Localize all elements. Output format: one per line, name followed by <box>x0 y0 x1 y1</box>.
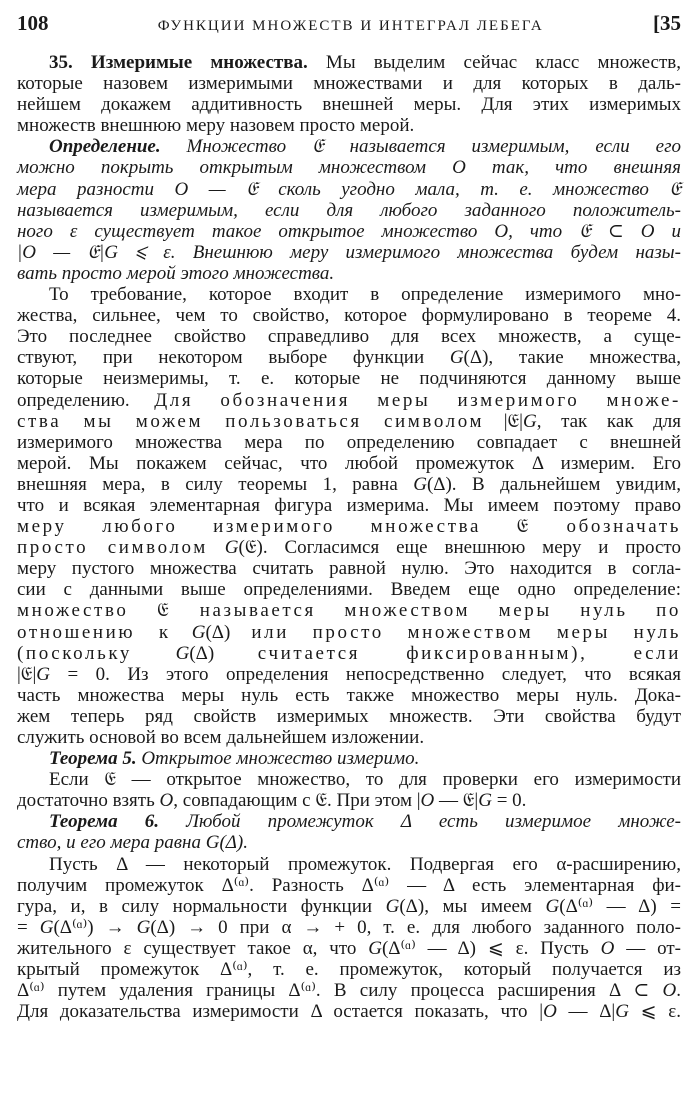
text-run: Δ⁽ᵅ⁾ путем удаления границы Δ⁽ᵅ⁾. В силу процесса расширения Δ ⊂ <box>17 980 663 1002</box>
text-run: G <box>224 537 239 559</box>
text-line <box>17 917 681 938</box>
running-title: ФУНКЦИИ МНОЖЕСТВ И ИНТЕГРАЛ ЛЕБЕГА <box>157 18 544 34</box>
text-line <box>17 368 681 389</box>
text-run: гура, и, в силу нормальности функции <box>17 895 386 917</box>
text-line <box>17 179 681 200</box>
text-run: O <box>600 937 615 959</box>
text-run <box>171 622 192 643</box>
text-run: ство, и его мера равна G(Δ). <box>17 832 249 854</box>
text-run: Пусть Δ — некоторый промежуток. Подвергая его α-расширению, <box>49 853 681 875</box>
text-run: меру любого измеримого множества 𝔈 обозначать <box>17 516 681 538</box>
text-run: называется измеримым, если для любого заданного положитель- <box>17 199 681 221</box>
text-run: O <box>159 790 174 812</box>
text-run: мерой. Мы покажем сейчас, что любой промежуток Δ измерим. Его <box>17 452 681 474</box>
text-run: достаточно взять <box>17 790 160 812</box>
text-line <box>17 326 681 347</box>
text-line <box>17 769 681 790</box>
text-run: G ⩽ ε. Внешнюю меру измеримого множества будем назы- <box>104 241 681 263</box>
text-run: (Δ) <box>205 621 252 643</box>
text-run: Для обозначения меры измеримого множе- <box>154 389 681 411</box>
text-line <box>17 664 681 685</box>
text-run: — от- <box>614 937 681 959</box>
text-run: ного ε существует такое открытое множество O, что 𝔈 ⊂ O и <box>17 220 681 242</box>
text-run: (Δ), мы имеем <box>399 895 546 917</box>
text-run: (Δ⁽ᵅ⁾) → <box>53 916 137 938</box>
text-line <box>17 200 681 221</box>
text-line <box>17 896 681 917</box>
text-line <box>17 600 681 621</box>
text-run: нейшем докажем аддитивность внешней меры. Для этих измеримых <box>17 94 681 116</box>
text-line <box>17 52 681 73</box>
text-run: = <box>17 916 40 938</box>
text-run: G <box>545 895 560 917</box>
text-run: (Δ) <box>189 642 258 664</box>
text-run: — Δ| <box>556 1001 616 1023</box>
text-line <box>17 157 681 178</box>
body-text <box>17 52 681 1022</box>
text-run: O <box>662 980 677 1002</box>
text-run: (поскольку <box>17 642 133 664</box>
text-run: просто символом <box>17 537 208 559</box>
text-run: ства мы можем пользоваться символом <box>17 410 485 432</box>
text-run: |O — 𝔈| <box>17 241 105 263</box>
text-run: можно покрыть открытым множеством O так, что внешняя <box>17 157 681 179</box>
text-run: определению. <box>17 389 155 411</box>
text-run: G <box>39 916 54 938</box>
text-line <box>17 263 681 284</box>
text-run: (𝔈). Согласимся еще внешнюю меру и просто <box>238 537 681 559</box>
text-run: или просто множеством меры нуль <box>251 621 681 643</box>
text-run: G <box>368 937 382 959</box>
text-run: G <box>615 1001 629 1023</box>
text-line <box>17 558 681 579</box>
text-line <box>17 474 681 495</box>
text-run: которые назовем измеримыми множествами и для которых в даль- <box>17 73 681 95</box>
text-line <box>17 284 681 305</box>
page-header <box>17 8 681 38</box>
text-run: Определение. <box>49 136 161 158</box>
text-run: То требование, которое входит в определение измеримого мно- <box>49 284 681 306</box>
text-run: Если 𝔈 — открытое множество, то для проверки его измеримости <box>49 769 681 791</box>
text-line <box>17 748 681 769</box>
text-run: жем теперь ряд свойств измеримых множеств. Эти свойства будут <box>17 705 681 727</box>
text-line <box>17 727 681 748</box>
text-line <box>17 495 681 516</box>
text-line <box>17 94 681 115</box>
text-run: Открытое множество измеримо. <box>136 748 420 770</box>
text-run <box>132 643 176 664</box>
text-line <box>17 579 681 600</box>
text-line <box>17 516 681 537</box>
section-ref: [35 <box>652 11 681 35</box>
text-line <box>17 685 681 706</box>
text-line <box>17 305 681 326</box>
text-run: , совпадающим с 𝔈. При этом | <box>173 790 421 812</box>
text-run: O <box>543 1001 557 1023</box>
text-line <box>17 411 681 432</box>
text-run: (Δ). В дальнейшем увидим, <box>426 473 682 495</box>
text-run: Для доказательства измеримости Δ остается показать, что | <box>17 1001 544 1023</box>
text-run: G <box>478 790 492 812</box>
text-run: G <box>136 916 151 938</box>
text-run: которые неизмеримы, т. е. которые не подчиняются данному выше <box>17 368 681 390</box>
text-run: Это последнее свойство справедливо для всех множеств, а суще- <box>17 326 681 348</box>
text-run: = 0. <box>491 790 527 812</box>
text-line <box>17 811 681 832</box>
text-run: множеств внешнюю меру назовем просто мерой. <box>17 115 415 137</box>
text-run: |𝔈| <box>484 410 523 432</box>
text-line <box>17 832 681 853</box>
page-number: 108 <box>17 11 49 35</box>
text-run: жества, сильнее, чем то свойство, которое формулировано в теореме 4. <box>17 305 681 327</box>
text-line <box>17 706 681 727</box>
text-run: множество 𝔈 называется множеством меры нуль по <box>17 600 681 622</box>
text-line <box>17 242 681 263</box>
text-run: внешняя мера, в силу теоремы 1, равна <box>17 473 414 495</box>
text-run: вать просто мерой этого множества. <box>17 262 335 284</box>
text-line <box>17 622 681 643</box>
text-run: что и всякая элементарная фигура измерима. Мы имеем поэтому право <box>17 494 681 516</box>
text-run: 35. Измеримые множества. <box>49 52 308 73</box>
text-line <box>17 115 681 136</box>
text-line <box>17 854 681 875</box>
text-line <box>17 432 681 453</box>
text-line <box>17 390 681 411</box>
text-run: G <box>385 895 400 917</box>
text-run: Множество 𝔈 называется измеримым, если его <box>160 136 681 158</box>
text-run: Теорема 6. <box>49 811 159 833</box>
text-run: G <box>36 663 50 685</box>
text-run: G <box>449 347 464 369</box>
text-line <box>17 875 681 896</box>
text-run: (Δ⁽ᵅ⁾ — Δ) ⩽ ε. Пусть <box>381 937 601 959</box>
text-run: Теорема 5. <box>49 748 137 770</box>
text-run: ствуют, при некотором выборе функции <box>17 347 450 369</box>
text-run: (Δ), такие множества, <box>463 347 681 369</box>
text-run: меру пустого множества считать равной нулю. Это находится в согла- <box>17 558 681 580</box>
text-line <box>17 938 681 959</box>
text-run: ⩽ ε. <box>628 1001 681 1023</box>
book-page <box>17 8 681 1022</box>
text-run: — 𝔈| <box>434 790 479 812</box>
text-run: сии с данными выше определениями. Введем еще одно определение: <box>17 579 681 601</box>
text-line <box>17 73 681 94</box>
text-run: Мы выделим сейчас класс множеств, <box>307 52 681 73</box>
text-run: . <box>676 980 681 1002</box>
text-run: служить основой во всем дальнейшем изложении. <box>17 727 425 748</box>
text-run: считается фиксированным), если <box>257 642 682 664</box>
text-line <box>17 453 681 474</box>
text-run: = 0. Из этого определения непосредственно следует, что всякая <box>50 663 681 685</box>
text-line <box>17 347 681 368</box>
text-run: , так как для <box>536 410 682 432</box>
text-run: измеримого множества мера по определению совпадает с внешней <box>17 431 681 453</box>
text-run: отношению к <box>17 621 171 643</box>
text-line <box>17 1001 681 1022</box>
text-run: часть множества меры нуль есть также множество меры нуль. Дока- <box>17 684 681 706</box>
text-run: жительного ε существует такое α, что <box>17 937 369 959</box>
text-line <box>17 980 681 1001</box>
text-line <box>17 959 681 980</box>
text-run <box>208 537 225 558</box>
text-run: крытый промежуток Δ⁽ᵅ⁾, т. е. промежуток, который получается из <box>17 959 681 981</box>
text-line <box>17 136 681 157</box>
text-line <box>17 221 681 242</box>
text-line <box>17 643 681 664</box>
text-run: G <box>523 410 537 432</box>
text-run: O <box>420 790 435 812</box>
text-run: мера разности O — 𝔈 сколь угодно мала, т. е. множество 𝔈 <box>17 178 681 200</box>
text-run: G <box>175 642 190 664</box>
text-run: получим промежуток Δ⁽ᵅ⁾. Разность Δ⁽ᵅ⁾ — Δ есть элементарная фи- <box>17 874 681 896</box>
text-run: G <box>413 473 427 495</box>
text-run: G <box>191 621 206 643</box>
text-run: Любой промежуток Δ есть измеримое множе- <box>159 811 681 833</box>
text-run: (Δ) → 0 при α → + 0, т. е. для любого заданного поло- <box>150 916 681 938</box>
text-line <box>17 537 681 558</box>
text-line <box>17 790 681 811</box>
text-run: |𝔈| <box>17 663 37 685</box>
text-run: (Δ⁽ᵅ⁾ — Δ) = <box>559 895 681 917</box>
